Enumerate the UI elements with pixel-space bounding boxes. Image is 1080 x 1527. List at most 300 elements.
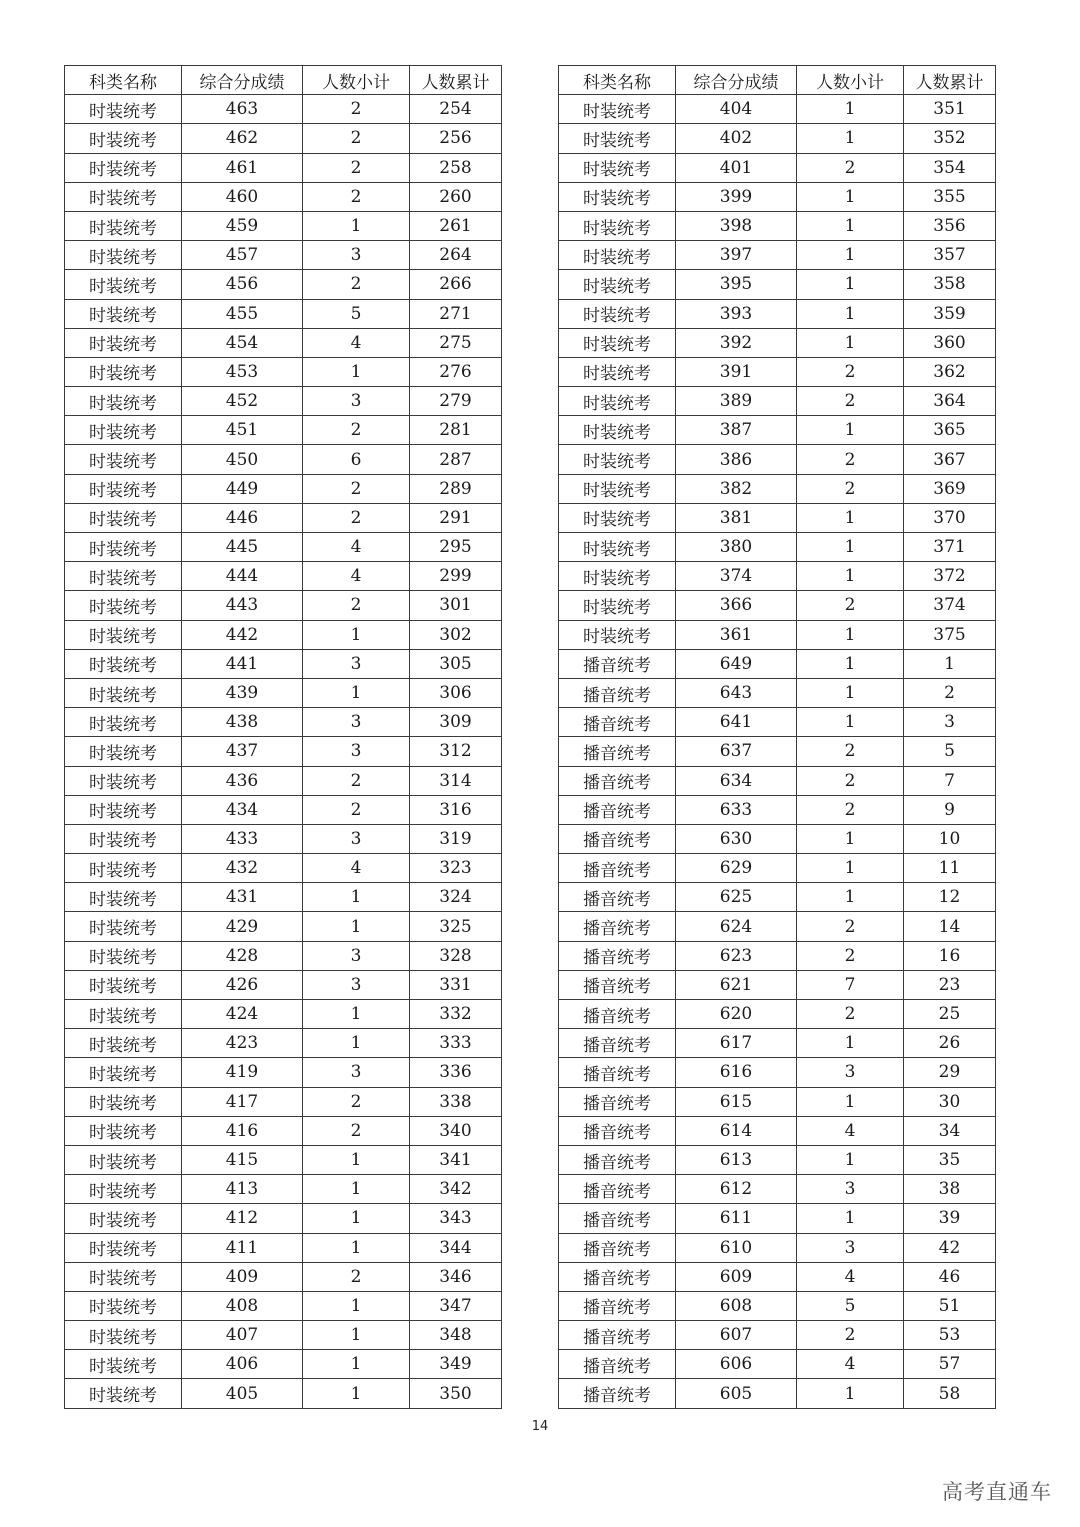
cell-score: 398 — [676, 211, 797, 240]
cell-cumulative: 342 — [410, 1175, 502, 1204]
table-row — [65, 1321, 502, 1350]
table-row — [65, 1291, 502, 1320]
cell-score: 401 — [676, 153, 797, 182]
table-header-row — [65, 66, 502, 95]
cell-cumulative: 51 — [904, 1291, 996, 1320]
table-row — [559, 766, 996, 795]
table-row — [559, 620, 996, 649]
header-category: 科类名称 — [559, 66, 676, 95]
cell-cumulative: 306 — [410, 678, 502, 707]
table-row — [559, 1116, 996, 1145]
cell-score: 624 — [676, 912, 797, 941]
table-row — [559, 1379, 996, 1408]
cell-count: 2 — [303, 766, 410, 795]
cell-count: 1 — [303, 912, 410, 941]
cell-category: 播音统考 — [559, 824, 676, 853]
cell-cumulative: 357 — [904, 241, 996, 270]
cell-score: 423 — [182, 1029, 303, 1058]
cell-count: 2 — [797, 153, 904, 182]
table-row — [65, 1175, 502, 1204]
cell-category: 时装统考 — [65, 124, 182, 153]
cell-category: 时装统考 — [65, 562, 182, 591]
cell-count: 4 — [303, 533, 410, 562]
cell-count: 1 — [303, 620, 410, 649]
cell-score: 438 — [182, 708, 303, 737]
cell-category: 播音统考 — [559, 737, 676, 766]
cell-category: 时装统考 — [65, 445, 182, 474]
cell-score: 381 — [676, 503, 797, 532]
cell-category: 时装统考 — [65, 1321, 182, 1350]
cell-category: 播音统考 — [559, 912, 676, 941]
cell-cumulative: 14 — [904, 912, 996, 941]
table-row — [65, 591, 502, 620]
cell-score: 429 — [182, 912, 303, 941]
cell-count: 1 — [797, 124, 904, 153]
header-count: 人数小计 — [303, 66, 410, 95]
cell-score: 617 — [676, 1029, 797, 1058]
table-row — [65, 1000, 502, 1029]
table-row — [65, 620, 502, 649]
table-row — [65, 299, 502, 328]
cell-score: 607 — [676, 1321, 797, 1350]
cell-count: 2 — [797, 912, 904, 941]
cell-cumulative: 369 — [904, 474, 996, 503]
cell-cumulative: 340 — [410, 1116, 502, 1145]
cell-cumulative: 57 — [904, 1350, 996, 1379]
cell-count: 7 — [797, 970, 904, 999]
cell-cumulative: 351 — [904, 95, 996, 124]
cell-count: 5 — [797, 1291, 904, 1320]
cell-cumulative: 281 — [410, 416, 502, 445]
cell-count: 2 — [303, 795, 410, 824]
table-row — [65, 1204, 502, 1233]
cell-count: 4 — [797, 1350, 904, 1379]
cell-score: 412 — [182, 1204, 303, 1233]
cell-category: 时装统考 — [65, 766, 182, 795]
cell-count: 1 — [303, 1321, 410, 1350]
table-row — [559, 270, 996, 299]
cell-count: 2 — [303, 153, 410, 182]
cell-cumulative: 343 — [410, 1204, 502, 1233]
cell-score: 432 — [182, 854, 303, 883]
cell-cumulative: 261 — [410, 211, 502, 240]
cell-category: 播音统考 — [559, 795, 676, 824]
cell-count: 2 — [797, 445, 904, 474]
table-row — [559, 153, 996, 182]
cell-score: 630 — [676, 824, 797, 853]
cell-category: 时装统考 — [65, 357, 182, 386]
cell-count: 1 — [797, 503, 904, 532]
cell-score: 413 — [182, 1175, 303, 1204]
table-row — [65, 503, 502, 532]
table-header-row — [559, 66, 996, 95]
cell-cumulative: 264 — [410, 241, 502, 270]
cell-category: 播音统考 — [559, 1262, 676, 1291]
cell-score: 408 — [182, 1291, 303, 1320]
cell-cumulative: 347 — [410, 1291, 502, 1320]
cell-count: 3 — [797, 1233, 904, 1262]
table-row — [559, 299, 996, 328]
cell-count: 1 — [303, 1291, 410, 1320]
header-category: 科类名称 — [65, 66, 182, 95]
cell-count: 1 — [797, 1029, 904, 1058]
table-row — [559, 562, 996, 591]
cell-count: 1 — [797, 241, 904, 270]
cell-category: 时装统考 — [559, 124, 676, 153]
cell-cumulative: 7 — [904, 766, 996, 795]
cell-count: 3 — [303, 241, 410, 270]
header-score: 综合分成绩 — [182, 66, 303, 95]
cell-score: 445 — [182, 533, 303, 562]
cell-cumulative: 328 — [410, 941, 502, 970]
table-row — [559, 416, 996, 445]
cell-count: 1 — [797, 1204, 904, 1233]
table-row — [65, 795, 502, 824]
cell-count: 1 — [797, 1087, 904, 1116]
table-row — [559, 912, 996, 941]
cell-cumulative: 58 — [904, 1379, 996, 1408]
table-row — [559, 1087, 996, 1116]
cell-count: 2 — [303, 95, 410, 124]
header-count: 人数小计 — [797, 66, 904, 95]
cell-score: 399 — [676, 182, 797, 211]
cell-category: 时装统考 — [65, 854, 182, 883]
watermark: 高考直通车 — [942, 1480, 1052, 1504]
cell-count: 2 — [303, 270, 410, 299]
cell-score: 433 — [182, 824, 303, 853]
cell-count: 2 — [303, 474, 410, 503]
cell-category: 时装统考 — [65, 474, 182, 503]
cell-score: 641 — [676, 708, 797, 737]
cell-category: 时装统考 — [559, 299, 676, 328]
table-row — [65, 649, 502, 678]
cell-count: 1 — [797, 95, 904, 124]
table-row — [65, 970, 502, 999]
cell-score: 455 — [182, 299, 303, 328]
cell-score: 649 — [676, 649, 797, 678]
cell-count: 2 — [303, 503, 410, 532]
table-row — [559, 124, 996, 153]
cell-cumulative: 266 — [410, 270, 502, 299]
cell-cumulative: 42 — [904, 1233, 996, 1262]
cell-count: 1 — [303, 1000, 410, 1029]
cell-category: 时装统考 — [65, 708, 182, 737]
cell-count: 3 — [303, 708, 410, 737]
cell-count: 1 — [797, 211, 904, 240]
cell-category: 播音统考 — [559, 941, 676, 970]
table-row — [65, 1233, 502, 1262]
table-row — [65, 854, 502, 883]
table-row — [65, 445, 502, 474]
cell-count: 4 — [797, 1116, 904, 1145]
cell-count: 2 — [303, 182, 410, 211]
cell-score: 409 — [182, 1262, 303, 1291]
cell-score: 453 — [182, 357, 303, 386]
cell-count: 2 — [303, 124, 410, 153]
table-row — [65, 678, 502, 707]
table-row — [559, 474, 996, 503]
cell-score: 452 — [182, 387, 303, 416]
cell-category: 时装统考 — [559, 211, 676, 240]
cell-score: 419 — [182, 1058, 303, 1087]
cell-score: 387 — [676, 416, 797, 445]
cell-category: 播音统考 — [559, 854, 676, 883]
cell-cumulative: 9 — [904, 795, 996, 824]
cell-cumulative: 39 — [904, 1204, 996, 1233]
cell-score: 382 — [676, 474, 797, 503]
cell-category: 时装统考 — [559, 591, 676, 620]
header-cumulative: 人数累计 — [904, 66, 996, 95]
cell-category: 时装统考 — [559, 387, 676, 416]
cell-cumulative: 371 — [904, 533, 996, 562]
cell-count: 1 — [797, 708, 904, 737]
cell-score: 389 — [676, 387, 797, 416]
table-row — [65, 766, 502, 795]
table-row — [65, 533, 502, 562]
cell-score: 404 — [676, 95, 797, 124]
cell-score: 393 — [676, 299, 797, 328]
cell-category: 播音统考 — [559, 1000, 676, 1029]
cell-score: 428 — [182, 941, 303, 970]
header-cumulative: 人数累计 — [410, 66, 502, 95]
cell-category: 时装统考 — [65, 1116, 182, 1145]
table-row — [559, 795, 996, 824]
cell-category: 播音统考 — [559, 1058, 676, 1087]
cell-score: 406 — [182, 1350, 303, 1379]
cell-score: 439 — [182, 678, 303, 707]
cell-score: 613 — [676, 1145, 797, 1174]
cell-cumulative: 309 — [410, 708, 502, 737]
cell-count: 1 — [303, 1350, 410, 1379]
cell-score: 395 — [676, 270, 797, 299]
cell-score: 451 — [182, 416, 303, 445]
cell-cumulative: 325 — [410, 912, 502, 941]
cell-cumulative: 46 — [904, 1262, 996, 1291]
cell-category: 时装统考 — [65, 795, 182, 824]
table-row — [65, 153, 502, 182]
cell-category: 时装统考 — [559, 416, 676, 445]
table-row — [65, 387, 502, 416]
cell-count: 2 — [797, 357, 904, 386]
cell-score: 407 — [182, 1321, 303, 1350]
cell-count: 1 — [797, 649, 904, 678]
cell-score: 391 — [676, 357, 797, 386]
cell-count: 1 — [303, 1145, 410, 1174]
cell-count: 1 — [797, 299, 904, 328]
cell-cumulative: 275 — [410, 328, 502, 357]
cell-category: 时装统考 — [559, 328, 676, 357]
cell-score: 434 — [182, 795, 303, 824]
cell-category: 时装统考 — [65, 1291, 182, 1320]
cell-cumulative: 287 — [410, 445, 502, 474]
cell-cumulative: 336 — [410, 1058, 502, 1087]
cell-category: 播音统考 — [559, 678, 676, 707]
cell-cumulative: 364 — [904, 387, 996, 416]
cell-cumulative: 35 — [904, 1145, 996, 1174]
cell-category: 时装统考 — [65, 503, 182, 532]
cell-count: 1 — [797, 1145, 904, 1174]
cell-cumulative: 5 — [904, 737, 996, 766]
cell-cumulative: 258 — [410, 153, 502, 182]
cell-count: 1 — [797, 270, 904, 299]
cell-score: 456 — [182, 270, 303, 299]
cell-score: 417 — [182, 1087, 303, 1116]
cell-category: 时装统考 — [559, 503, 676, 532]
cell-count: 1 — [303, 1379, 410, 1408]
cell-score: 443 — [182, 591, 303, 620]
cell-count: 1 — [303, 1233, 410, 1262]
cell-score: 442 — [182, 620, 303, 649]
cell-count: 3 — [303, 824, 410, 853]
cell-count: 4 — [303, 562, 410, 591]
cell-count: 1 — [797, 678, 904, 707]
cell-cumulative: 25 — [904, 1000, 996, 1029]
cell-score: 643 — [676, 678, 797, 707]
cell-count: 4 — [303, 328, 410, 357]
cell-score: 463 — [182, 95, 303, 124]
cell-count: 1 — [797, 182, 904, 211]
cell-category: 时装统考 — [559, 474, 676, 503]
cell-count: 4 — [797, 1262, 904, 1291]
cell-cumulative: 365 — [904, 416, 996, 445]
cell-count: 1 — [797, 533, 904, 562]
cell-score: 629 — [676, 854, 797, 883]
cell-count: 1 — [797, 562, 904, 591]
cell-score: 436 — [182, 766, 303, 795]
cell-category: 时装统考 — [559, 182, 676, 211]
table-row — [65, 416, 502, 445]
table-row — [65, 182, 502, 211]
cell-category: 播音统考 — [559, 766, 676, 795]
cell-count: 3 — [303, 387, 410, 416]
cell-cumulative: 10 — [904, 824, 996, 853]
cell-score: 374 — [676, 562, 797, 591]
cell-score: 634 — [676, 766, 797, 795]
cell-count: 2 — [797, 1000, 904, 1029]
cell-category: 时装统考 — [65, 620, 182, 649]
cell-cumulative: 333 — [410, 1029, 502, 1058]
cell-score: 424 — [182, 1000, 303, 1029]
cell-category: 时装统考 — [65, 1058, 182, 1087]
table-row — [65, 1029, 502, 1058]
cell-score: 437 — [182, 737, 303, 766]
cell-score: 366 — [676, 591, 797, 620]
table-row — [559, 1233, 996, 1262]
cell-score: 392 — [676, 328, 797, 357]
cell-category: 时装统考 — [559, 357, 676, 386]
table-row — [559, 708, 996, 737]
cell-score: 402 — [676, 124, 797, 153]
cell-cumulative: 362 — [904, 357, 996, 386]
table-row — [65, 1262, 502, 1291]
table-row — [65, 474, 502, 503]
cell-cumulative: 355 — [904, 182, 996, 211]
table-row — [559, 1291, 996, 1320]
cell-count: 2 — [797, 795, 904, 824]
table-row — [559, 1321, 996, 1350]
cell-category: 时装统考 — [65, 299, 182, 328]
cell-count: 2 — [797, 1321, 904, 1350]
cell-count: 5 — [303, 299, 410, 328]
cell-category: 时装统考 — [65, 182, 182, 211]
cell-category: 时装统考 — [559, 533, 676, 562]
cell-count: 2 — [797, 941, 904, 970]
cell-category: 时装统考 — [65, 912, 182, 941]
table-row — [65, 328, 502, 357]
table-row — [65, 270, 502, 299]
cell-cumulative: 299 — [410, 562, 502, 591]
cell-cumulative: 316 — [410, 795, 502, 824]
table-row — [65, 941, 502, 970]
cell-count: 3 — [303, 970, 410, 999]
cell-category: 时装统考 — [559, 270, 676, 299]
cell-cumulative: 16 — [904, 941, 996, 970]
cell-score: 415 — [182, 1145, 303, 1174]
cell-category: 时装统考 — [559, 241, 676, 270]
cell-cumulative: 271 — [410, 299, 502, 328]
cell-category: 播音统考 — [559, 1087, 676, 1116]
cell-score: 416 — [182, 1116, 303, 1145]
cell-cumulative: 346 — [410, 1262, 502, 1291]
cell-count: 1 — [797, 1379, 904, 1408]
page-number: 14 — [531, 1419, 549, 1434]
cell-score: 625 — [676, 883, 797, 912]
table-row — [559, 824, 996, 853]
cell-category: 播音统考 — [559, 1291, 676, 1320]
cell-count: 3 — [303, 941, 410, 970]
cell-score: 615 — [676, 1087, 797, 1116]
table-row — [559, 1000, 996, 1029]
cell-cumulative: 332 — [410, 1000, 502, 1029]
cell-score: 457 — [182, 241, 303, 270]
cell-score: 462 — [182, 124, 303, 153]
cell-count: 3 — [303, 649, 410, 678]
cell-score: 621 — [676, 970, 797, 999]
cell-score: 611 — [676, 1204, 797, 1233]
cell-category: 时装统考 — [65, 1000, 182, 1029]
cell-category: 时装统考 — [65, 387, 182, 416]
cell-cumulative: 3 — [904, 708, 996, 737]
cell-cumulative: 289 — [410, 474, 502, 503]
table-row — [559, 854, 996, 883]
cell-count: 3 — [303, 737, 410, 766]
cell-count: 2 — [797, 737, 904, 766]
table-row — [559, 1204, 996, 1233]
cell-category: 时装统考 — [65, 1029, 182, 1058]
cell-count: 3 — [797, 1058, 904, 1087]
cell-count: 1 — [303, 1029, 410, 1058]
cell-cumulative: 256 — [410, 124, 502, 153]
cell-category: 播音统考 — [559, 1175, 676, 1204]
table-row — [65, 1087, 502, 1116]
table-row — [65, 124, 502, 153]
cell-cumulative: 1 — [904, 649, 996, 678]
cell-count: 1 — [303, 1204, 410, 1233]
cell-score: 426 — [182, 970, 303, 999]
table-row — [65, 211, 502, 240]
cell-category: 时装统考 — [65, 1233, 182, 1262]
table-row — [65, 912, 502, 941]
cell-count: 1 — [303, 883, 410, 912]
table-row — [559, 182, 996, 211]
cell-count: 1 — [797, 883, 904, 912]
cell-category: 播音统考 — [559, 970, 676, 999]
table-row — [559, 387, 996, 416]
cell-cumulative: 11 — [904, 854, 996, 883]
table-row — [65, 737, 502, 766]
cell-category: 时装统考 — [65, 649, 182, 678]
cell-score: 411 — [182, 1233, 303, 1262]
